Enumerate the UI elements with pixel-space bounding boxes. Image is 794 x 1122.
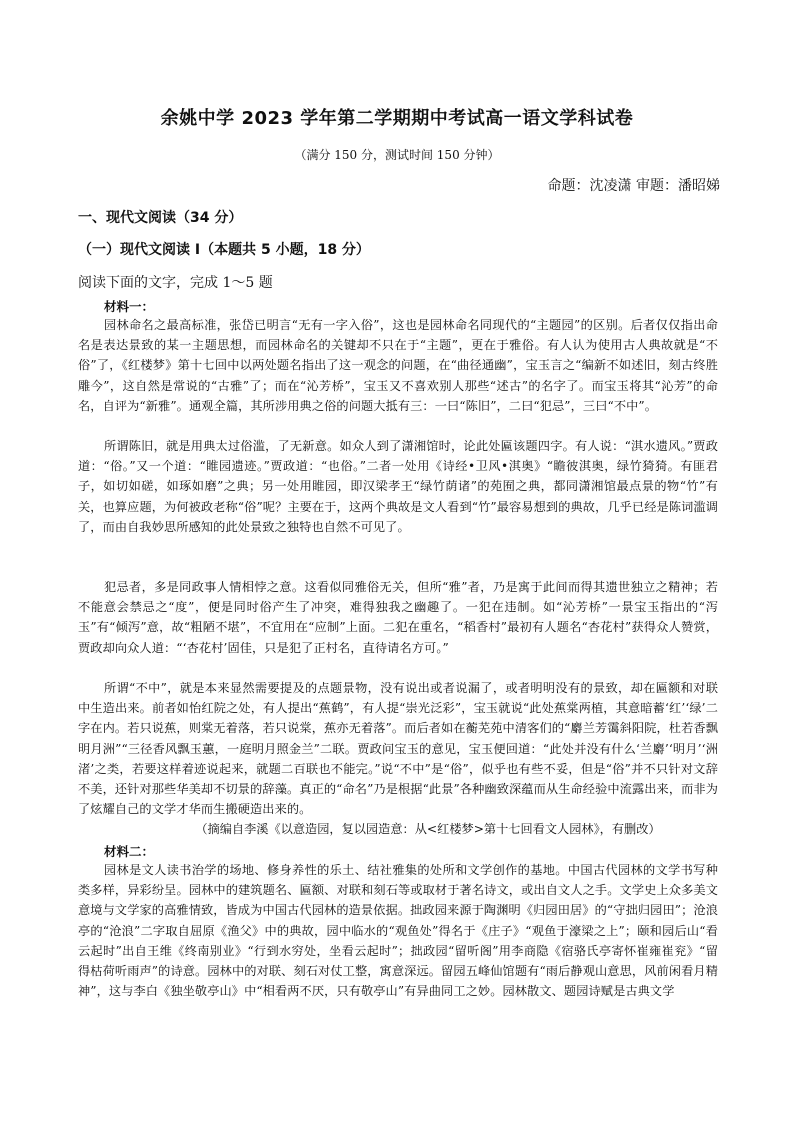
material-one-source: （摘编自李溪《以意造园，复以园造意：从<红楼梦>第十七回看文人园林》，有删改）: [195, 822, 661, 836]
material-one-paragraph: 园林命名之最高标准，张岱已明言“无有一字入俗”，这也是园林命名同现代的“主题园”的区别。后者仅仅指出命名是表达景致的某一主题思想，而园林命名的关键却不只在于“主题”，更在于雅俗。有人认为使用古人典故就是“不俗”了，《红楼梦》第十七回中以两处题名指出了这一观念的问题，在“曲径通幽”，宝玉言之“编新不如述旧，刻古终胜雕今”，这自然是常说的“古雅”了；而在“沁芳桥”，宝玉又不喜欢别人那些“述古”的名字了。而宝玉将其“沁芳”的命名，自评为“新雅”。通观全篇，其所涉用典之俗的问题大抵有三：一曰“陈旧”，二曰“犯忌”，三曰“不中”。: [78, 318, 718, 413]
section-heading: 一、现代文阅读（34 分）: [78, 210, 243, 226]
material-one-paragraph: 所谓“不中”，就是本来显然需要提及的点题景物，没有说出或者说漏了，或者明明没有的景致，却在匾额和对联中生造出来。前者如怡红院之处，有人提出“蕉鹤”，有人提“崇光泛彩”，宝玉就说“此处蕉棠两植，其意暗蓄‘红’‘绿’二字在内。若只说蕉，则棠无着落，若只说棠，蕉亦无着落”。而后者如在蘅芜苑中清客们的“麝兰芳霭斜阳院，杜若香飘明月洲”“三径香风飘玉蕙，一庭明月照金兰”二联。贾政问宝玉的意见，宝玉便回道：“此处并没有什么‘兰麝’‘明月’‘洲渚’之类，若要这样着迹说起来，就题二百联也不能完。”说“不中”是“俗”，似乎也有些不妥，但是“俗”并不只针对文辞不美，还针对那些华美却不切景的辞藻。真正的“命名”乃是根据“此景”各种幽致深蕴而从生命经验中流露出来，而非为了炫耀自己的文学才华而生搬硬造出来的。: [78, 681, 718, 817]
material-one-paragraph: 犯忌者，多是同政事人情相悖之意。这看似同雅俗无关，但所“雅”者，乃是寓于此间而得其遗世独立之精神；若不能意会禁忌之“度”，便是同时俗产生了冲突，难得独我之幽趣了。一犯在违制。如“沁芳桥”一景宝玉指出的“泻玉”有“倾泻”意，故“粗陋不堪”，不宜用在“应制”上面。二犯在重名，“稻香村”最初有人题名“杏花村”获得众人赞赏，贾政却向众人道：“‘杏花村’固佳，只是犯了正村名，直待请名方可。”: [78, 580, 718, 655]
subsection-heading: （一）现代文阅读 Ⅰ（本题共 5 小题，18 分）: [78, 242, 370, 258]
material-one-paragraph: 所谓陈旧，就是用典太过俗滥，了无新意。如众人到了潇湘馆时，论此处匾该题四字。有人说：“淇水遗风。”贾政道：“俗。”又一个道：“睢园遗迹。”贾政道：“也俗。”二者一处用《诗经•卫风•淇奥》“瞻彼淇奥，绿竹猗猗。有匪君子，如切如磋，如琢如磨”之典；另一处用睢园，即汉梁孝王“绿竹荫诸”的苑囿之典，都同潇湘馆最点景的物“竹”有关，也算应题，为何被政老称“俗”呢？主要在于，这两个典故是文人看到“竹”最容易想到的典故，几乎已经是陈词滥调了，而由自我妙思所感知的此处景致之独特也自然不可见了。: [78, 439, 718, 534]
material-two-heading: 材料二：: [104, 844, 155, 859]
exam-authors: 命题：沈凌潇 审题：潘昭娣: [547, 178, 720, 194]
exam-subtitle: （满分 150 分，测试时间 150 分钟）: [294, 148, 500, 162]
material-two-paragraph: 园林是文人读书治学的场地、修身养性的乐土、结社雅集的处所和文学创作的基地。中国古代园林的文学书写种类多样，异彩纷呈。园林中的建筑题名、匾额、对联和刻石等或取材于著名诗文，或出自文人之手。文学史上众多美文意境与文学家的高雅情致，皆成为中国古代园林的造景依据。拙政园来源于陶渊明《归园田居》的“守拙归园田”；沧浪亭的“沧浪”二字取自屈原《渔父》中的典故，园中临水的“观鱼处”得名于《庄子》“观鱼于濠梁之上”；颐和园后山“看云起时”出自王维《终南别业》“行到水穷处，坐看云起时”；拙政园“留听阁”用李商隐《宿骆氏亭寄怀崔雍崔兖》“留得枯荷听雨声”的诗意。园林中的对联、刻石对仗工整，寓意深远。留园五峰仙馆题有“雨后静观山意思，风前闲看月精神”，这与李白《独坐敬亭山》中“相看两不厌，只有敬亭山”有异曲同工之妙。园林散文、题园诗赋是古典文学: [78, 863, 718, 999]
reading-instruction: 阅读下面的文字，完成 1～5 题: [78, 275, 273, 291]
exam-title: 余姚中学 2023 学年第二学期期中考试高一语文学科试卷: [160, 108, 634, 129]
material-one-heading: 材料一：: [104, 299, 155, 314]
